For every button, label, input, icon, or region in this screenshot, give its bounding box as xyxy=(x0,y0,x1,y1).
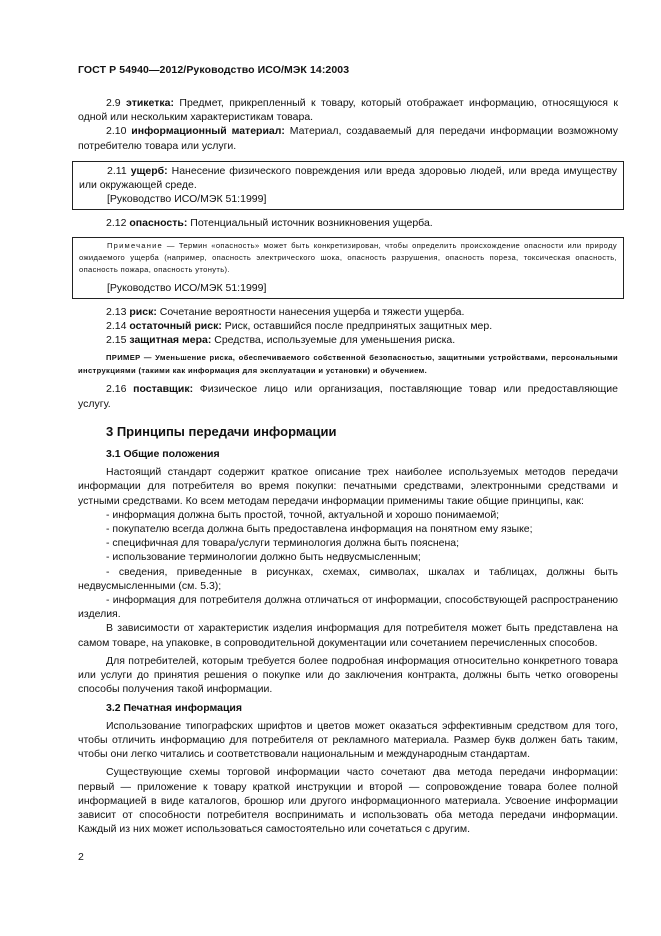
note: Примечание — Термин «опасность» может быть конкретизирован, чтобы определить происхождение опасности или природу ожидаемого ущерба (например, опасность электрического шока, опасность разрушения, опасность пореза, токсическая опасность, опасность пожара, опасность утонуть). xyxy=(79,240,617,274)
term: поставщик: xyxy=(133,383,194,396)
paragraph: Настоящий стандарт содержит краткое описание трех наиболее используемых методов передачи информации для потребителя во время покупки: печатными средствами, электронными средствами и устными средствами. Ко всем методам передачи информации применимы такие общие принципы, как: xyxy=(78,466,618,507)
definition-2-10: 2.10 информационный материал: Материал, создаваемый для передачи информации возможному потребителю товара или услуги. xyxy=(78,125,618,152)
reference: [Руководство ИСО/МЭК 51:1999] xyxy=(107,193,267,206)
list-item: - сведения, приведенные в рисунках, схемах, символах, шкалах и таблицах, должны быть недвусмысленными (см. 5.3); xyxy=(78,565,618,592)
list-item: - информация должна быть простой, точной, актуальной и хорошо понимаемой; xyxy=(106,508,500,521)
section-3-2-title: 3.2 Печатная информация xyxy=(106,701,242,714)
paragraph: В зависимости от характеристик изделия информация для потребителя может быть представлена на самом товаре, на упаковке, в сопроводительной документации или сочетанием перечисленных способов. xyxy=(78,622,618,649)
term: защитная мера: xyxy=(129,334,212,347)
section-3-title: 3 Принципы передачи информации xyxy=(106,423,337,439)
term: риск: xyxy=(129,305,157,318)
definition-2-16: 2.16 поставщик: Физическое лицо или организация, поставляющие товар или предоставляющие услугу. xyxy=(78,383,618,410)
definition-2-14: 2.14 остаточный риск: Риск, оставшийся после предпринятых защитных мер. xyxy=(106,320,493,333)
reference: [Руководство ИСО/МЭК 51:1999] xyxy=(107,281,267,294)
term: информационный материал: xyxy=(131,125,285,138)
list-item: - информация для потребителя должна отличаться от информации, способствующей распространению изделия. xyxy=(78,594,618,621)
list-item: - покупателю всегда должна быть предоставлена информация на понятном ему языке; xyxy=(106,523,533,536)
page-content xyxy=(78,96,618,836)
definition-2-9: 2.9 этикетка: Предмет, прикрепленный к товару, который отображает информацию, относящуюся к одной или нескольким характеристикам товара. xyxy=(78,97,619,124)
list-item: - использование терминологии должно быть недвусмысленным; xyxy=(106,551,421,564)
term: опасность: xyxy=(129,217,188,230)
definition-2-11-box xyxy=(72,161,624,211)
definition-2-13: 2.13 риск: Сочетание вероятности нанесения ущерба и тяжести ущерба. xyxy=(106,305,465,318)
note-box xyxy=(72,237,624,299)
term: этикетка: xyxy=(126,97,174,109)
definition-2-15: 2.15 защитная мера: Средства, используемые для уменьшения риска. xyxy=(106,334,456,347)
principles-list xyxy=(78,508,618,622)
paragraph: Существующие схемы торговой информации часто сочетают два метода передачи информации: первый — приложение к товару краткой инструкции и второй — сопровождение товара более полной информацией в виде каталогов, брошюр или другого информационного материала. Усвоение информации зависит от способности потребителя воспринимать и использовать оба метода передачи информации. Каждый из них может использоваться самостоятельно или сочетаться с другим. xyxy=(78,766,618,836)
paragraph: Для потребителей, которым требуется более подробная информация относительно конкретного товара или услуги до принятия решения о покупке или до заключения контракта, должны быть четко оговорены способы получения такой информации. xyxy=(78,654,618,696)
note-label: Примечание xyxy=(107,240,163,250)
definition-2-11: 2.11 ущерб: Нанесение физического повреждения или вреда здоровью людей, или вреда имуществу или окружающей среде. xyxy=(79,164,617,192)
example: ПРИМЕР — Уменьшение риска, обеспечиваемого собственной безопасностью, защитными устройствами, персональными инструкциями (такими как информация для эксплуатации и установки) и обучением. xyxy=(78,353,618,375)
page-header: ГОСТ Р 54940—2012/Руководство ИСО/МЭК 14:2003 xyxy=(78,64,350,76)
list-item: - специфичная для товара/услуги терминология должна быть пояснена; xyxy=(106,537,460,550)
term: ущерб: xyxy=(130,164,168,177)
term: остаточный риск: xyxy=(129,320,222,333)
section-3-1-title: 3.1 Общие положения xyxy=(106,448,220,461)
definition-2-12: 2.12 опасность: Потенциальный источник возникновения ущерба. xyxy=(106,217,433,230)
page-number: 2 xyxy=(78,851,84,863)
paragraph: Использование типографских шрифтов и цветов может оказаться эффективным средством для того, чтобы отличить информацию для потребителя от рекламного материала. Размер букв должен бать таким, чтобы они легко читались и соответствовали национальным и международным стандартам. xyxy=(78,719,618,761)
